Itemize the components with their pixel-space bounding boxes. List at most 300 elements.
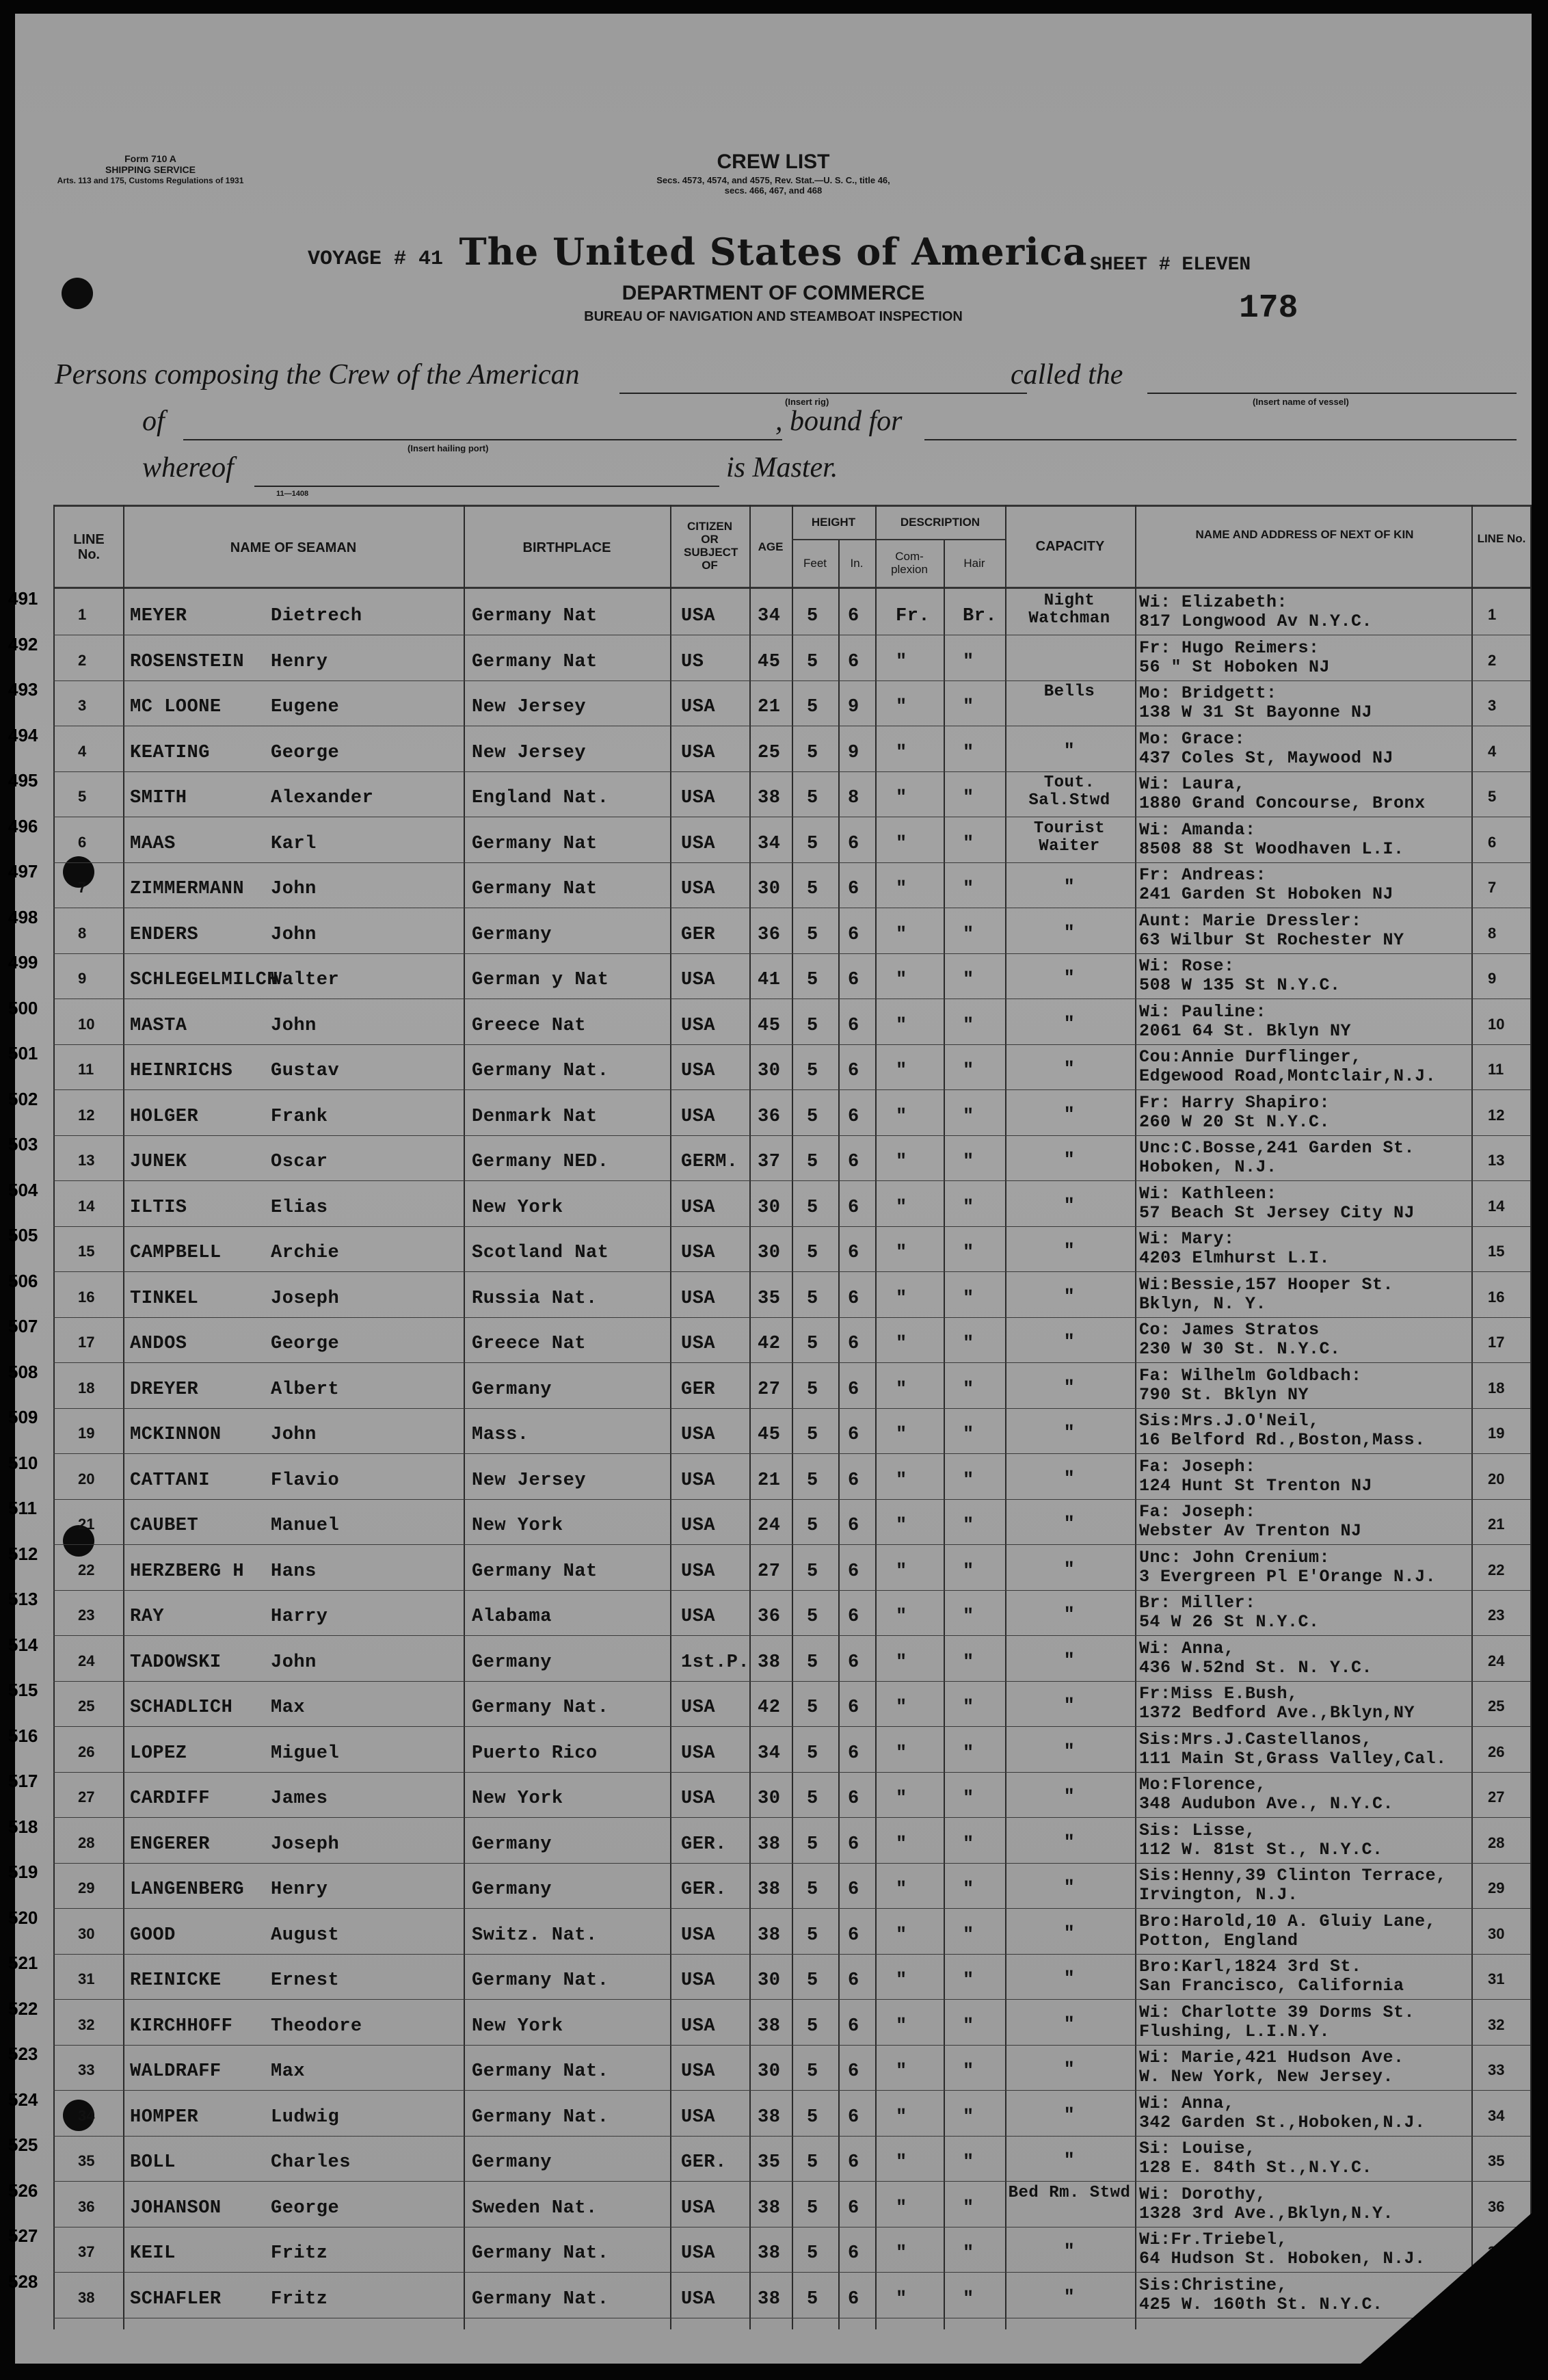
cell-feet: 5: [807, 1061, 818, 1081]
cell-line: 2: [1488, 651, 1497, 669]
vessel-hint: (Insert name of vessel): [1253, 397, 1349, 407]
table-row: [8, 770, 1532, 815]
cell-line: 37: [78, 2243, 95, 2260]
cell-feet: 5: [807, 970, 818, 990]
cell-line: 4: [1488, 742, 1497, 760]
cell-inches: 6: [848, 2015, 859, 2037]
cell-kin2: 124 Hunt St Trenton NJ: [1139, 1475, 1373, 1496]
table-row: [8, 1543, 1532, 1589]
cell-birthplace: Germany Nat.: [472, 1697, 609, 1718]
cell-complexion: ": [896, 2152, 907, 2173]
table-row: [8, 815, 1532, 861]
cell-line: 17: [78, 1334, 95, 1351]
cell-given: Flavio: [271, 1470, 340, 1491]
cell-inches: 9: [848, 697, 859, 717]
cell-age: 38: [758, 1925, 781, 1946]
cell-kin1: Fr: Hugo Reimers:: [1139, 637, 1320, 658]
country-title: The United States of America: [459, 230, 1088, 274]
cell-hair: ": [963, 1288, 974, 1309]
entry-number: 497: [8, 861, 38, 882]
cell-age: 38: [758, 2015, 781, 2037]
cell-complexion: ": [896, 788, 907, 808]
cell-line: 27: [78, 1788, 95, 1806]
cell-complexion: ": [896, 879, 907, 899]
cell-capacity: ": [1063, 1377, 1076, 1399]
cell-given: Gustav: [271, 1061, 340, 1081]
cell-citizen: USA: [681, 1697, 716, 1718]
cell-line: 12: [1488, 1106, 1505, 1124]
cell-complexion: ": [896, 1152, 907, 1172]
cell-age: 30: [758, 1243, 781, 1263]
cell-kin1: Wi: Elizabeth:: [1139, 592, 1288, 612]
table-row: [8, 1680, 1532, 1725]
cell-line: 14: [78, 1197, 95, 1215]
cell-line: 24: [78, 1652, 95, 1669]
cell-capacity: ": [1063, 1923, 1076, 1944]
cell-given: Dietrech: [271, 606, 362, 626]
cell-hair: ": [963, 742, 974, 763]
cell-birthplace: Germany: [472, 2152, 552, 2173]
cell-birthplace: Puerto Rico: [472, 1743, 598, 1764]
cell-complexion: ": [896, 924, 907, 945]
cell-given: John: [271, 924, 317, 945]
cell-age: 27: [758, 1561, 781, 1582]
torn-corner: [1361, 2213, 1532, 2364]
cell-birthplace: Germany Nat: [472, 1561, 598, 1582]
cell-given: Eugene: [271, 697, 340, 717]
cell-kin2: Webster Av Trenton NJ: [1139, 1521, 1362, 1541]
table-row: [8, 1498, 1532, 1543]
cell-age: 21: [758, 697, 781, 717]
cell-line: 17: [1488, 1334, 1505, 1351]
cell-line: 9: [78, 970, 87, 987]
row-rule: [53, 1590, 1530, 1591]
table-row: [8, 1589, 1532, 1634]
cell-capacity: ": [1063, 2287, 1076, 2308]
cell-feet: 5: [807, 1970, 818, 1991]
cell-complexion: ": [896, 1061, 907, 1081]
cell-feet: 5: [807, 879, 818, 899]
cell-feet: 5: [807, 1516, 818, 1536]
cell-surname: CAMPBELL: [130, 1243, 222, 1263]
col-header-hair: Hair: [963, 557, 985, 570]
cell-citizen: USA: [681, 788, 716, 808]
table-row: [8, 1134, 1532, 1179]
cell-surname: LOPEZ: [130, 1743, 187, 1764]
cell-hair: ": [963, 1925, 974, 1946]
page-number: 178: [1239, 290, 1298, 327]
cell-hair: ": [963, 1834, 974, 1855]
cell-birthplace: Denmark Nat: [472, 1106, 598, 1127]
cell-birthplace: Germany: [472, 1879, 552, 1900]
cell-hair: ": [963, 1061, 974, 1081]
table-row: [8, 861, 1532, 906]
table-row: [8, 1725, 1532, 1771]
cell-kin1: Mo: Grace:: [1139, 728, 1246, 749]
cell-hair: ": [963, 1015, 974, 1036]
cell-age: 34: [758, 1743, 781, 1764]
cell-line: 35: [1488, 2152, 1505, 2169]
cell-complexion: ": [896, 1288, 907, 1309]
cell-feet: 5: [807, 606, 818, 626]
cell-citizen: USA: [681, 1470, 716, 1491]
row-rule: [53, 1135, 1530, 1136]
cell-line: 22: [1488, 1561, 1505, 1578]
cell-citizen: USA: [681, 2288, 716, 2310]
cell-capacity: ": [1063, 2151, 1076, 2171]
cell-hair: ": [963, 1652, 974, 1673]
cell-kin2: 111 Main St,Grass Valley,Cal.: [1139, 1748, 1447, 1769]
cell-complexion: ": [896, 1788, 907, 1809]
cell-given: Miguel: [271, 1743, 340, 1764]
cell-inches: 6: [848, 1061, 859, 1081]
cell-age: 38: [758, 2106, 781, 2128]
cell-hair: ": [963, 879, 974, 899]
is-master-label: is Master.: [726, 452, 838, 484]
entry-number: 498: [8, 906, 38, 927]
cell-citizen: USA: [681, 697, 716, 717]
cell-kin1: Fa: Joseph:: [1139, 1456, 1256, 1477]
cell-kin1: Sis: Lisse,: [1139, 1820, 1256, 1840]
cell-kin1: Wi: Amanda:: [1139, 819, 1256, 840]
cell-age: 30: [758, 1788, 781, 1809]
cell-feet: 5: [807, 2197, 818, 2219]
cell-surname: JOHANSON: [130, 2197, 222, 2219]
cell-line: 16: [78, 1288, 95, 1306]
cell-hair: ": [963, 1606, 974, 1627]
cell-given: Ludwig: [271, 2106, 340, 2128]
cell-surname: ENGERER: [130, 1834, 210, 1855]
cell-complexion: ": [896, 833, 907, 854]
entry-number: 493: [8, 679, 38, 700]
cell-capacity: ": [1063, 923, 1076, 944]
row-rule: [53, 1681, 1530, 1682]
cell-age: 21: [758, 1470, 781, 1491]
cell-feet: 5: [807, 1243, 818, 1263]
of-label: of: [142, 406, 165, 437]
entry-number: 508: [8, 1361, 38, 1382]
cell-surname: CATTANI: [130, 1470, 210, 1491]
cell-birthplace: Switz. Nat.: [472, 1925, 598, 1946]
cell-capacity: ": [1063, 1787, 1076, 1808]
table-row: [8, 2089, 1532, 2134]
cell-surname: TADOWSKI: [130, 1652, 222, 1673]
cell-capacity: ": [1063, 1969, 1076, 1989]
port-fill-line: [183, 439, 782, 440]
col-header-height: HEIGHT: [811, 516, 856, 529]
cell-birthplace: Greece Nat: [472, 1015, 587, 1036]
cell-inches: 6: [848, 2197, 859, 2219]
entry-number: 509: [8, 1407, 38, 1427]
cell-kin1: Bro:Harold,10 A. Gluiy Lane,: [1139, 1911, 1437, 1931]
cell-hair: ": [963, 1334, 974, 1354]
row-rule: [53, 1317, 1530, 1318]
entry-number: 503: [8, 1134, 38, 1154]
cell-capacity: ": [1063, 1105, 1076, 1126]
cell-feet: 5: [807, 1925, 818, 1946]
cell-complexion: ": [896, 970, 907, 990]
cell-feet: 5: [807, 1470, 818, 1491]
cell-line: 1: [1488, 606, 1497, 623]
cell-kin1: Sis:Mrs.J.Castellanos,: [1139, 1729, 1373, 1749]
cell-age: 24: [758, 1516, 781, 1536]
cell-given: James: [271, 1788, 328, 1809]
table-row: [8, 1043, 1532, 1088]
cell-capacity: ": [1063, 1650, 1076, 1671]
entry-number: 517: [8, 1771, 38, 1791]
cell-kin2: 436 W.52nd St. N. Y.C.: [1139, 1657, 1373, 1678]
cell-inches: 6: [848, 1152, 859, 1172]
cell-kin2: 260 W 20 St N.Y.C.: [1139, 1111, 1331, 1132]
cell-feet: 5: [807, 1425, 818, 1445]
cell-capacity: Tourist Waiter: [1033, 819, 1106, 856]
row-rule: [53, 1863, 1530, 1864]
cell-line: 30: [1488, 1925, 1505, 1942]
cell-line: 7: [78, 879, 87, 896]
cell-feet: 5: [807, 742, 818, 763]
cell-age: 30: [758, 2061, 781, 2082]
cell-kin2: Bklyn, N. Y.: [1139, 1293, 1267, 1314]
cell-capacity: ": [1063, 2014, 1076, 2035]
cell-line: 32: [78, 2015, 95, 2033]
cell-line: 11: [78, 1061, 94, 1078]
cell-surname: HOLGER: [130, 1106, 199, 1127]
cell-kin1: Wi: Pauline:: [1139, 1001, 1267, 1022]
cell-citizen: USA: [681, 1197, 716, 1218]
cell-citizen: USA: [681, 1743, 716, 1764]
cell-hair: ": [963, 2243, 974, 2264]
cell-feet: 5: [807, 2015, 818, 2037]
cell-hair: ": [963, 1152, 974, 1172]
cell-age: 38: [758, 2288, 781, 2310]
table-row: [8, 679, 1532, 724]
cell-line: 15: [1488, 1243, 1505, 1260]
cell-capacity: ": [1063, 2105, 1076, 2126]
col-header-birthplace: BIRTHPLACE: [522, 540, 611, 555]
cell-hair: ": [963, 1379, 974, 1400]
cell-age: 34: [758, 833, 781, 854]
cell-age: 41: [758, 970, 781, 990]
cell-age: 42: [758, 1697, 781, 1718]
cell-kin2: Flushing, L.I.N.Y.: [1139, 2021, 1331, 2041]
table-row: [8, 633, 1532, 679]
cell-capacity: ": [1063, 1878, 1076, 1899]
cell-kin1: Co: James Stratos: [1139, 1320, 1320, 1340]
cell-line: 5: [1488, 788, 1497, 805]
cell-kin2: 16 Belford Rd.,Boston,Mass.: [1139, 1430, 1426, 1450]
cell-birthplace: Germany: [472, 1652, 552, 1673]
cell-line: 15: [78, 1243, 95, 1260]
row-rule: [53, 1635, 1530, 1636]
cell-age: 45: [758, 1425, 781, 1445]
cell-citizen: USA: [681, 1788, 716, 1809]
bound-for-label: , bound for: [775, 406, 903, 437]
crew-table: [8, 505, 1532, 2329]
cell-kin1: Fa: Wilhelm Goldbach:: [1139, 1365, 1362, 1386]
cell-hair: ": [963, 1516, 974, 1536]
cell-kin1: Unc:C.Bosse,241 Garden St.: [1139, 1138, 1415, 1158]
cell-given: John: [271, 1652, 317, 1673]
cell-age: 38: [758, 2243, 781, 2264]
cell-line: 13: [1488, 1152, 1505, 1169]
cell-surname: ROSENSTEIN: [130, 651, 245, 672]
table-row: [8, 952, 1532, 997]
table-row: [8, 997, 1532, 1043]
entry-number: 528: [8, 2271, 38, 2292]
cell-capacity: ": [1063, 1741, 1076, 1762]
cell-given: August: [271, 1925, 340, 1946]
row-rule: [53, 2136, 1530, 2137]
cell-kin2: 4203 Elmhurst L.I.: [1139, 1248, 1331, 1268]
cell-kin1: Mo:Florence,: [1139, 1775, 1267, 1795]
cell-feet: 5: [807, 1288, 818, 1309]
cell-hair: ": [963, 1425, 974, 1445]
cell-inches: 6: [848, 833, 859, 854]
cell-surname: ANDOS: [130, 1334, 187, 1354]
cell-citizen: USA: [681, 1288, 716, 1309]
entry-number: 505: [8, 1225, 38, 1245]
table-row: [8, 1179, 1532, 1225]
cell-citizen: USA: [681, 1606, 716, 1627]
col-header-description: DESCRIPTION: [900, 516, 980, 529]
cell-capacity: Bells: [1043, 683, 1095, 701]
cell-birthplace: Germany NED.: [472, 1152, 609, 1172]
cell-inches: 8: [848, 788, 859, 808]
cell-feet: 5: [807, 2106, 818, 2128]
cell-complexion: ": [896, 1606, 907, 1627]
cell-inches: 6: [848, 1243, 859, 1263]
cell-capacity: Tout. Sal.Stwd: [1028, 774, 1110, 810]
cell-given: Manuel: [271, 1516, 340, 1536]
entry-number: 514: [8, 1634, 38, 1655]
cell-feet: 5: [807, 2243, 818, 2264]
row-rule: [53, 1499, 1530, 1500]
cell-citizen: US: [681, 651, 704, 672]
cell-birthplace: New York: [472, 1197, 563, 1218]
cell-inches: 6: [848, 1788, 859, 1809]
table-row: [8, 1771, 1532, 1816]
cell-inches: 6: [848, 1652, 859, 1673]
cell-inches: 6: [848, 2243, 859, 2264]
cell-citizen: USA: [681, 1061, 716, 1081]
cell-line: 19: [78, 1425, 95, 1442]
entry-number: 515: [8, 1680, 38, 1700]
row-rule: [53, 1226, 1530, 1227]
cell-citizen: GER.: [681, 1834, 727, 1855]
cell-birthplace: Germany Nat.: [472, 2061, 609, 2082]
cell-inches: 6: [848, 1970, 859, 1991]
cell-kin2: San Francisco, California: [1139, 1976, 1404, 1996]
cell-citizen: USA: [681, 606, 716, 626]
table-row: [8, 1270, 1532, 1316]
cell-line: 26: [78, 1743, 95, 1760]
cell-feet: 5: [807, 1379, 818, 1400]
cell-line: 1: [78, 606, 87, 623]
cell-complexion: ": [896, 742, 907, 763]
cell-feet: 5: [807, 651, 818, 672]
cell-complexion: ": [896, 1970, 907, 1991]
col-header-citizen: CITIZEN OR SUBJECT OF: [684, 520, 738, 572]
form-line: Form 710 A: [124, 153, 176, 164]
cell-hair: ": [963, 2061, 974, 2082]
cell-given: Archie: [271, 1243, 340, 1263]
cell-citizen: USA: [681, 1425, 716, 1445]
cell-capacity: ": [1063, 1014, 1076, 1035]
form-line: SHIPPING SERVICE: [105, 164, 196, 175]
cell-line: 20: [1488, 1470, 1505, 1488]
cell-birthplace: Germany Nat.: [472, 2288, 609, 2310]
cell-feet: 5: [807, 1652, 818, 1673]
cell-birthplace: Germany Nat.: [472, 2243, 609, 2264]
entry-number: 495: [8, 770, 38, 791]
cell-inches: 6: [848, 1516, 859, 1536]
table-row: [8, 1407, 1532, 1452]
cell-kin1: Wi:Bessie,157 Hooper St.: [1139, 1274, 1394, 1295]
cell-line: 28: [1488, 1834, 1505, 1851]
cell-line: 31: [78, 1970, 95, 1987]
cell-kin1: Sis:Henny,39 Clinton Terrace,: [1139, 1866, 1447, 1886]
entry-number: 527: [8, 2225, 38, 2246]
statute-line: secs. 466, 467, and 468: [724, 185, 823, 196]
cell-kin2: Hoboken, N.J.: [1139, 1157, 1277, 1177]
cell-surname: CAUBET: [130, 1516, 199, 1536]
cell-line: 14: [1488, 1197, 1505, 1215]
cell-hair: ": [963, 1697, 974, 1718]
cell-feet: 5: [807, 1106, 818, 1127]
cell-birthplace: New Jersey: [472, 742, 587, 763]
cell-citizen: USA: [681, 833, 716, 854]
row-rule: [53, 1908, 1530, 1909]
cell-complexion: ": [896, 651, 907, 672]
cell-line: 10: [1488, 1015, 1505, 1033]
cell-kin2: 1880 Grand Concourse, Bronx: [1139, 793, 1426, 813]
cell-birthplace: German y Nat: [472, 970, 609, 990]
cell-complexion: ": [896, 2106, 907, 2128]
cell-line: 6: [1488, 833, 1497, 851]
table-row: [8, 2271, 1532, 2316]
cell-complexion: ": [896, 1470, 907, 1491]
cell-citizen: USA: [681, 2243, 716, 2264]
row-rule: [53, 1726, 1530, 1727]
cell-inches: 6: [848, 1697, 859, 1718]
cell-complexion: ": [896, 1379, 907, 1400]
cell-complexion: Fr.: [896, 606, 931, 626]
cell-line: 18: [78, 1379, 95, 1397]
cell-given: John: [271, 1015, 317, 1036]
cell-hair: ": [963, 924, 974, 945]
table-row: [8, 1361, 1532, 1407]
cell-hair: ": [963, 1743, 974, 1764]
cell-capacity: ": [1063, 2060, 1076, 2080]
cell-complexion: ": [896, 1334, 907, 1354]
sheet-number: SHEET # ELEVEN: [1090, 254, 1251, 276]
cell-kin1: Sis:Christine,: [1139, 2275, 1288, 2295]
cell-capacity: ": [1063, 741, 1076, 762]
cell-citizen: USA: [681, 1970, 716, 1991]
cell-inches: 6: [848, 2106, 859, 2128]
cell-given: Henry: [271, 651, 328, 672]
cell-kin1: Si: Louise,: [1139, 2139, 1256, 2158]
cell-line: 21: [1488, 1516, 1505, 1533]
entry-number: 501: [8, 1043, 38, 1063]
cell-kin2: Potton, England: [1139, 1930, 1298, 1951]
cell-hair: ": [963, 697, 974, 717]
cell-inches: 9: [848, 742, 859, 763]
row-rule: [53, 953, 1530, 954]
cell-line: 13: [78, 1152, 95, 1169]
cell-given: Henry: [271, 1879, 328, 1900]
cell-capacity: ": [1063, 1332, 1076, 1353]
